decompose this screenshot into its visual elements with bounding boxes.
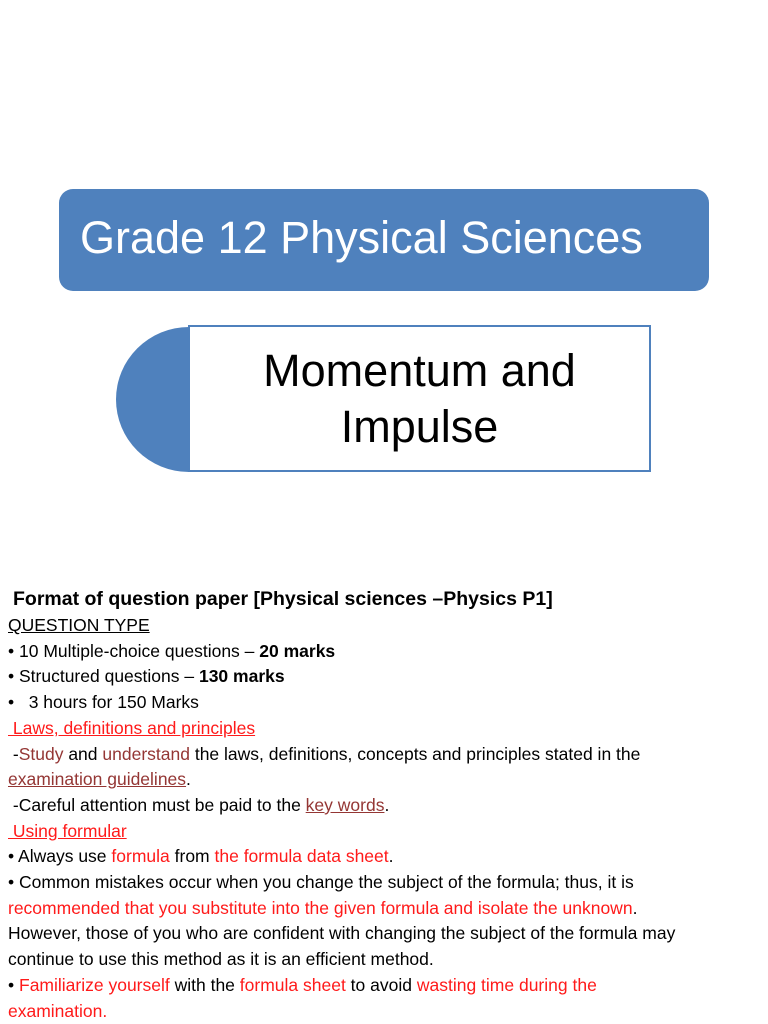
- from-word: from: [169, 846, 215, 867]
- formula-bullet-2-line-1: • Common mistakes occur when you change the subject of the formula; thus, it is: [8, 872, 634, 893]
- formula-sheet: formula sheet: [239, 974, 346, 995]
- with-the: with the: [169, 974, 240, 995]
- period: .: [632, 897, 638, 918]
- formula-bullet-2-line-4: continue to use this method as it is an efficient method.: [8, 949, 434, 970]
- formula-bullet-1: [8, 844, 768, 870]
- understand-word: understand: [102, 743, 190, 764]
- mcq-marks: 20 marks: [259, 640, 336, 661]
- formula-data-sheet: the formula data sheet: [214, 846, 389, 867]
- study-word: Study: [18, 743, 64, 764]
- structured-text: • Structured questions –: [8, 666, 199, 687]
- mcq-line: [8, 639, 768, 665]
- laws-line-1-rest: the laws, definitions, concepts and principles stated in the: [189, 743, 641, 764]
- to-avoid: to avoid: [345, 974, 417, 995]
- bullet-text: • Always use: [8, 846, 112, 867]
- laws-line-2: [8, 767, 768, 793]
- careful-text: -Careful attention must be paid to the: [8, 794, 306, 815]
- structured-marks: 130 marks: [198, 666, 285, 687]
- laws-line-3: [8, 793, 768, 819]
- laws-line-1: [8, 742, 768, 768]
- formula-bullet-3: [8, 973, 768, 999]
- period: .: [384, 794, 390, 815]
- key-words: key words: [305, 794, 385, 815]
- formular-heading: Using formular: [8, 820, 127, 841]
- formula-bullet-2-line-2: [8, 896, 768, 922]
- mcq-text: • 10 Multiple-choice questions –: [8, 640, 260, 661]
- page-title: Grade 12 Physical Sciences: [80, 212, 643, 263]
- formula-word: formula: [111, 846, 170, 867]
- hours-line: • 3 hours for 150 Marks: [8, 692, 199, 713]
- subtitle-line-1: Momentum and: [263, 345, 576, 396]
- recommendation-text: recommended that you substitute into the given formula and isolate the unknown: [8, 897, 633, 918]
- subtitle-line-2: Impulse: [340, 401, 499, 452]
- period: .: [388, 846, 394, 867]
- laws-heading: Laws, definitions and principles: [8, 717, 256, 738]
- period: .: [186, 769, 191, 790]
- bullet: •: [8, 974, 19, 995]
- document-body: [8, 586, 768, 1024]
- question-type-label: QUESTION TYPE: [8, 615, 150, 635]
- format-heading: Format of question paper [Physical sciences –Physics P1]: [13, 588, 553, 610]
- wasting-time: wasting time during the: [416, 974, 597, 995]
- dash: -: [8, 743, 19, 764]
- formula-bullet-2-line-3: However, those of you who are confident with changing the subject of the formula may: [8, 923, 676, 944]
- familiarize-text: Familiarize yourself: [19, 974, 170, 995]
- structured-line: [8, 664, 768, 690]
- and-word: and: [63, 743, 103, 764]
- examination-word: examination.: [8, 1000, 108, 1021]
- examination-guidelines-link: examination guidelines: [8, 769, 187, 790]
